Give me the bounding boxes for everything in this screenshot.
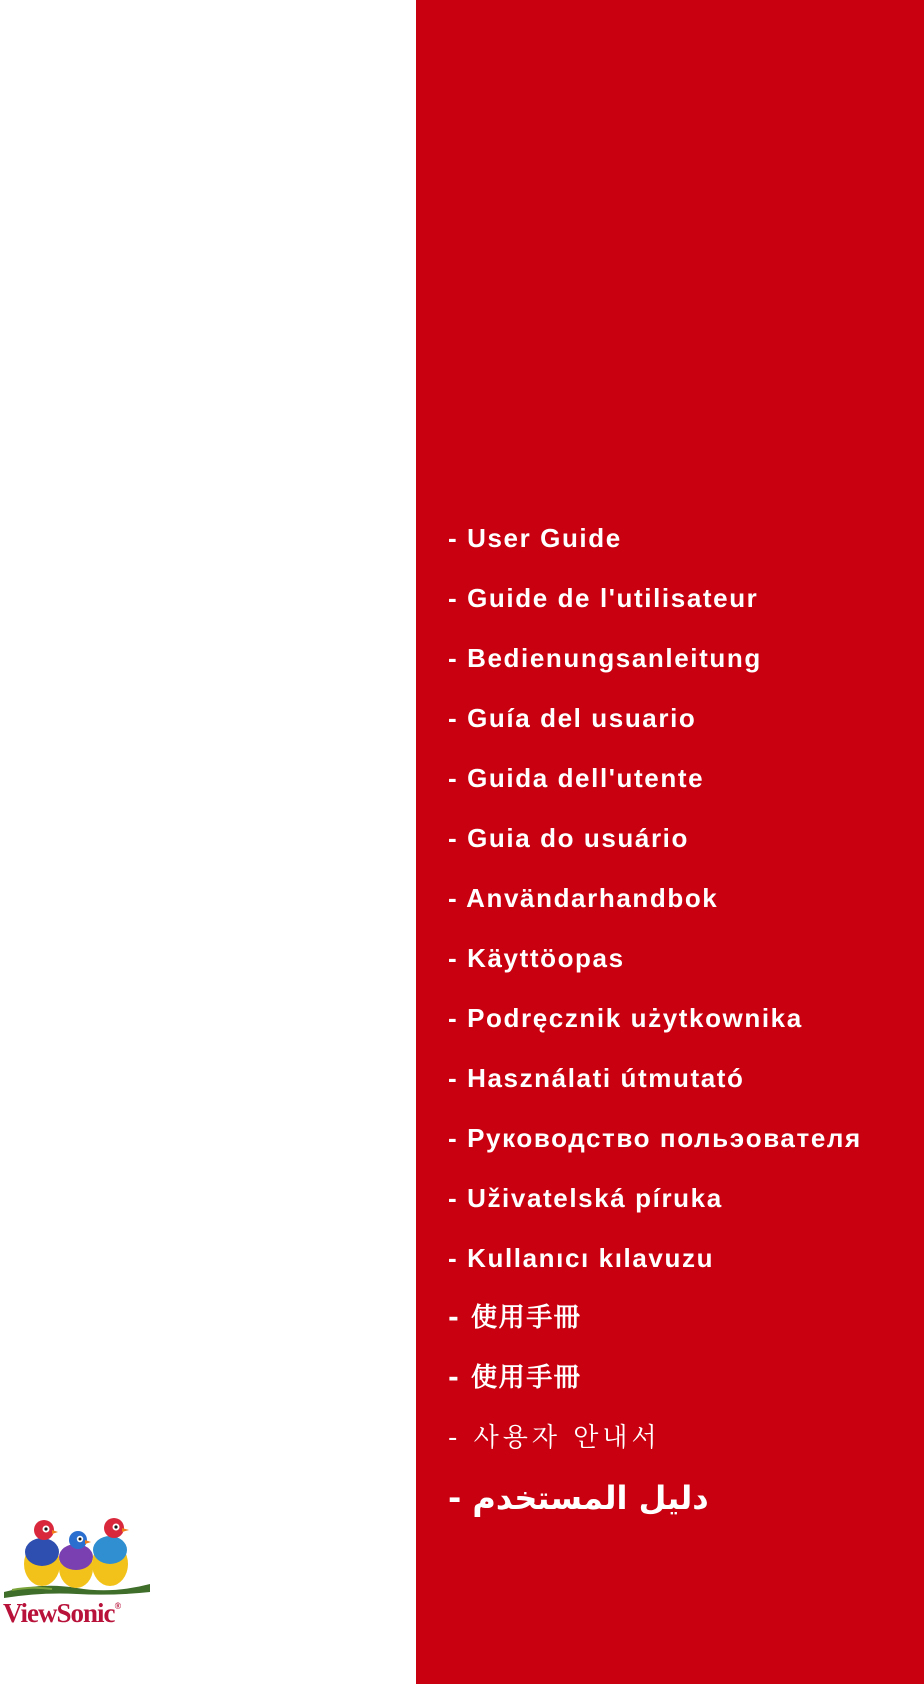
title-italian: - Guida dell'utente [448, 763, 705, 793]
title-french: - Guide de l'utilisateur [448, 583, 759, 613]
title-chinese-alt: - 使用手冊 [448, 1363, 582, 1393]
title-finnish: - Käyttöopas [448, 943, 625, 973]
title-spanish: - Guía del usuario [448, 703, 697, 733]
title-english: - User Guide [448, 523, 622, 553]
registered-mark: ® [114, 1601, 121, 1611]
title-arabic: - دليل المستخدم [448, 1479, 709, 1517]
title-german: - Bedienungsanleitung [448, 643, 762, 673]
title-czech: - Uživatelská píruka [448, 1183, 723, 1213]
guide-title-list [448, 510, 862, 1530]
title-russian: - Руководство польэователя [448, 1123, 862, 1153]
brand-name: ViewSonic [3, 1598, 115, 1628]
title-korean: - 사용자 안내서 [448, 1423, 661, 1453]
title-polish: - Podręcznik użytkownika [448, 1003, 803, 1033]
title-chinese-traditional: - 使用手冊 [448, 1303, 582, 1333]
title-swedish: - Användarhandbok [448, 883, 719, 913]
title-hungarian: - Használati útmutató [448, 1063, 745, 1093]
title-turkish: - Kullanıcı kılavuzu [448, 1243, 715, 1273]
brand-wordmark [3, 1598, 120, 1629]
title-portuguese: - Guia do usuário [448, 823, 689, 853]
